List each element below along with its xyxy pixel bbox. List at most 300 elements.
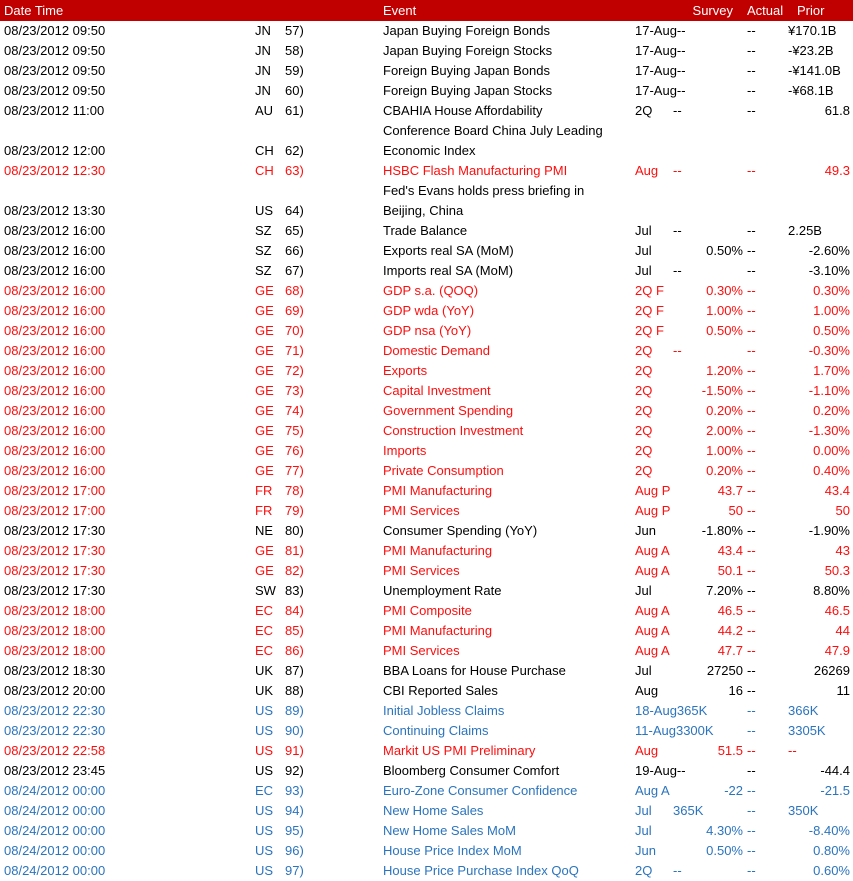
cell-period: 2Q xyxy=(635,363,653,378)
cell-actual: -- xyxy=(747,683,756,698)
cell-event-name: Conference Board China July Leading xyxy=(383,123,603,138)
cell-period-survey-group xyxy=(635,161,743,181)
cell-event-number[interactable]: 85) xyxy=(285,623,304,638)
cell-event-number[interactable]: 69) xyxy=(285,303,304,318)
cell-actual: -- xyxy=(747,103,756,118)
cell-event-name: Fed's Evans holds press briefing in xyxy=(383,183,585,198)
cell-event-name: PMI Composite xyxy=(383,603,472,618)
cell-event-name: GDP nsa (YoY) xyxy=(383,323,472,338)
table-row xyxy=(0,781,853,801)
cell-event-name: House Price Purchase Index QoQ xyxy=(383,863,579,878)
cell-date-time: 08/23/2012 16:00 xyxy=(4,383,106,398)
cell-country-code: US xyxy=(255,863,274,878)
cell-country-code: US xyxy=(255,723,274,738)
cell-period: 2Q xyxy=(635,103,653,118)
cell-event-number[interactable]: 74) xyxy=(285,403,304,418)
cell-actual xyxy=(747,121,788,141)
cell-event-name: Japan Buying Foreign Bonds xyxy=(383,23,550,38)
cell-survey: 51.5 xyxy=(717,743,743,758)
cell-event-name: Government Spending xyxy=(383,403,514,418)
cell-country-code: GE xyxy=(255,343,274,358)
cell-event-name: Consumer Spending (YoY) xyxy=(383,523,538,538)
cell-country-code: FR xyxy=(255,503,273,518)
cell-survey: 0.50% xyxy=(706,843,743,858)
table-row xyxy=(0,401,853,421)
cell-prior: 26269 xyxy=(813,663,850,678)
cell-date-time xyxy=(4,181,255,201)
cell-prior xyxy=(788,201,850,221)
cell-prior: 46.5 xyxy=(824,603,850,618)
cell-event-name: PMI Manufacturing xyxy=(383,623,493,638)
cell-event-number[interactable]: 76) xyxy=(285,443,304,458)
cell-survey: -1.80% xyxy=(701,523,743,538)
table-row xyxy=(0,61,853,81)
cell-event-number[interactable]: 88) xyxy=(285,683,304,698)
cell-period: Aug P xyxy=(635,483,671,498)
cell-period-survey-group xyxy=(635,221,743,241)
table-row xyxy=(0,481,853,501)
cell-prior: 61.8 xyxy=(824,103,850,118)
cell-period: Aug xyxy=(635,743,659,758)
cell-period xyxy=(635,181,673,201)
cell-event-name: Foreign Buying Japan Bonds xyxy=(383,63,550,78)
cell-period-survey-group xyxy=(635,21,743,41)
cell-actual: -- xyxy=(747,743,756,758)
cell-period xyxy=(635,141,673,161)
cell-event-name: HSBC Flash Manufacturing PMI xyxy=(383,163,568,178)
cell-prior xyxy=(788,121,850,141)
cell-survey: -- xyxy=(673,163,682,178)
cell-event-number[interactable]: 67) xyxy=(285,263,304,278)
cell-period: 2Q xyxy=(635,383,653,398)
header-spacer xyxy=(255,0,383,21)
cell-actual xyxy=(747,141,788,161)
cell-survey xyxy=(673,121,743,141)
cell-country-code: GE xyxy=(255,423,274,438)
cell-prior: 366K xyxy=(788,703,819,718)
cell-actual: -- xyxy=(747,503,756,518)
cell-country-code: US xyxy=(255,203,274,218)
cell-event-number[interactable]: 65) xyxy=(285,223,304,238)
cell-actual: -- xyxy=(747,363,756,378)
cell-prior: ¥170.1B xyxy=(788,23,837,38)
cell-event-number[interactable] xyxy=(285,181,383,201)
cell-period-survey-group xyxy=(635,781,743,801)
cell-period-survey-group xyxy=(635,381,743,401)
cell-event-number[interactable]: 90) xyxy=(285,723,304,738)
cell-country-code: EC xyxy=(255,783,274,798)
cell-period: Jul xyxy=(635,243,652,258)
cell-event-number[interactable]: 87) xyxy=(285,663,304,678)
cell-event-number[interactable]: 93) xyxy=(285,783,304,798)
cell-period-survey-group xyxy=(635,801,743,821)
cell-period: 17-Aug xyxy=(635,43,677,58)
header-prior: Prior xyxy=(797,3,825,18)
cell-country-code: FR xyxy=(255,483,273,498)
cell-event-number[interactable]: 79) xyxy=(285,503,304,518)
cell-event-number[interactable]: 82) xyxy=(285,563,304,578)
cell-survey: -- xyxy=(673,263,682,278)
cell-country-code: US xyxy=(255,743,274,758)
cell-actual: -- xyxy=(747,703,756,718)
cell-country-code xyxy=(255,121,285,141)
cell-date-time: 08/23/2012 09:50 xyxy=(4,23,106,38)
cell-actual: -- xyxy=(747,323,756,338)
cell-event-number[interactable]: 61) xyxy=(285,103,304,118)
cell-survey: 0.20% xyxy=(706,463,743,478)
table-row xyxy=(0,521,853,541)
cell-period: Aug A xyxy=(635,563,670,578)
table-row xyxy=(0,321,853,341)
cell-prior: -1.30% xyxy=(808,423,850,438)
table-row xyxy=(0,821,853,841)
cell-event-number[interactable]: 75) xyxy=(285,423,304,438)
table-row xyxy=(0,141,853,161)
cell-prior: -¥141.0B xyxy=(788,63,841,78)
cell-event-number[interactable]: 77) xyxy=(285,463,304,478)
cell-prior: -1.90% xyxy=(808,523,850,538)
cell-date-time: 08/23/2012 17:30 xyxy=(4,543,106,558)
cell-survey: 16 xyxy=(728,683,743,698)
cell-actual: -- xyxy=(747,843,756,858)
table-row xyxy=(0,861,853,881)
cell-country-code: SZ xyxy=(255,263,272,278)
cell-survey: 365K xyxy=(676,703,708,718)
cell-event-name: Domestic Demand xyxy=(383,343,490,358)
cell-actual: -- xyxy=(747,383,756,398)
cell-date-time: 08/23/2012 17:30 xyxy=(4,563,106,578)
cell-country-code: GE xyxy=(255,403,274,418)
cell-event-number[interactable]: 78) xyxy=(285,483,304,498)
cell-event-number[interactable]: 89) xyxy=(285,703,304,718)
cell-event-number[interactable]: 73) xyxy=(285,383,304,398)
cell-event-number[interactable]: 92) xyxy=(285,763,304,778)
cell-period: Aug xyxy=(635,683,659,698)
cell-survey: 0.50% xyxy=(706,243,743,258)
cell-survey: 1.20% xyxy=(706,363,743,378)
cell-period-survey-group xyxy=(635,181,743,201)
cell-event-number[interactable]: 95) xyxy=(285,823,304,838)
cell-survey: -- xyxy=(676,23,686,38)
cell-date-time: 08/23/2012 09:50 xyxy=(4,63,106,78)
cell-survey: -1.50% xyxy=(701,383,743,398)
cell-event-name: PMI Services xyxy=(383,643,460,658)
cell-event-number[interactable]: 57) xyxy=(285,23,304,38)
cell-period-survey-group xyxy=(635,661,743,681)
cell-actual: -- xyxy=(747,463,756,478)
cell-prior: -0.30% xyxy=(808,343,850,358)
cell-actual: -- xyxy=(747,343,756,358)
cell-prior: -- xyxy=(788,743,797,758)
cell-country-code: EC xyxy=(255,643,274,658)
table-row xyxy=(0,381,853,401)
table-row xyxy=(0,741,853,761)
cell-period-survey-group xyxy=(635,421,743,441)
cell-event-name: GDP s.a. (QOQ) xyxy=(383,283,479,298)
cell-event-name: Beijing, China xyxy=(383,203,464,218)
cell-survey: 0.20% xyxy=(706,403,743,418)
cell-prior: 0.80% xyxy=(813,843,850,858)
cell-period-survey-group xyxy=(635,361,743,381)
cell-period-survey-group xyxy=(635,41,743,61)
cell-date-time: 08/23/2012 18:00 xyxy=(4,623,106,638)
table-row xyxy=(0,501,853,521)
cell-actual: -- xyxy=(747,863,756,878)
cell-period-survey-group xyxy=(635,581,743,601)
cell-country-code: GE xyxy=(255,443,274,458)
table-row xyxy=(0,101,853,121)
cell-period: 2Q xyxy=(635,423,653,438)
cell-event-name: Bloomberg Consumer Comfort xyxy=(383,763,560,778)
cell-country-code: CH xyxy=(255,143,274,158)
cell-survey: 1.00% xyxy=(706,443,743,458)
cell-date-time: 08/23/2012 12:30 xyxy=(4,163,106,178)
cell-event-number[interactable] xyxy=(285,121,383,141)
cell-actual xyxy=(747,181,788,201)
cell-event-number[interactable]: 97) xyxy=(285,863,304,878)
cell-event-number[interactable]: 68) xyxy=(285,283,304,298)
cell-survey: 50 xyxy=(728,503,743,518)
cell-survey: -- xyxy=(676,43,686,58)
cell-country-code: SZ xyxy=(255,243,272,258)
cell-event-name: GDP wda (YoY) xyxy=(383,303,475,318)
cell-date-time: 08/23/2012 16:00 xyxy=(4,423,106,438)
cell-period xyxy=(635,121,673,141)
cell-date-time: 08/23/2012 22:30 xyxy=(4,703,106,718)
cell-actual: -- xyxy=(747,243,756,258)
cell-country-code: AU xyxy=(255,103,274,118)
cell-survey: -- xyxy=(673,103,682,118)
cell-country-code: EC xyxy=(255,603,274,618)
cell-period: 2Q xyxy=(635,343,653,358)
cell-actual: -- xyxy=(747,783,756,798)
cell-period: Jun xyxy=(635,523,656,538)
cell-date-time: 08/24/2012 00:00 xyxy=(4,863,106,878)
cell-prior: 0.40% xyxy=(813,463,850,478)
cell-period: 18-Aug xyxy=(635,703,677,718)
cell-actual: -- xyxy=(747,643,756,658)
cell-period-survey-group xyxy=(635,461,743,481)
table-row xyxy=(0,641,853,661)
cell-actual: -- xyxy=(747,663,756,678)
cell-survey: 43.4 xyxy=(717,543,743,558)
cell-actual: -- xyxy=(747,423,756,438)
cell-date-time: 08/23/2012 16:00 xyxy=(4,403,106,418)
cell-actual: -- xyxy=(747,763,756,778)
cell-prior: 0.50% xyxy=(813,323,850,338)
cell-survey: 4.30% xyxy=(706,823,743,838)
cell-event-name: Imports xyxy=(383,443,427,458)
cell-country-code: GE xyxy=(255,563,274,578)
cell-actual: -- xyxy=(747,163,756,178)
cell-date-time: 08/23/2012 11:00 xyxy=(4,103,105,118)
cell-actual: -- xyxy=(747,43,756,58)
cell-period: 2Q xyxy=(635,403,653,418)
table-row xyxy=(0,41,853,61)
cell-country-code: SZ xyxy=(255,223,272,238)
table-row xyxy=(0,761,853,781)
cell-country-code: US xyxy=(255,703,274,718)
cell-prior: 8.80% xyxy=(813,583,850,598)
cell-event-number[interactable]: 70) xyxy=(285,323,304,338)
table-row xyxy=(0,341,853,361)
cell-event-name: BBA Loans for House Purchase xyxy=(383,663,566,678)
cell-period: 17-Aug xyxy=(635,63,677,78)
cell-country-code: NE xyxy=(255,523,274,538)
cell-survey: 2.00% xyxy=(706,423,743,438)
cell-period: 2Q F xyxy=(635,303,664,318)
table-row xyxy=(0,181,853,201)
cell-survey: 0.30% xyxy=(706,283,743,298)
header-date-time: Date Time xyxy=(4,3,64,18)
cell-event-number[interactable]: 96) xyxy=(285,843,304,858)
cell-prior: -2.60% xyxy=(808,243,850,258)
cell-prior xyxy=(788,141,850,161)
cell-date-time: 08/24/2012 00:00 xyxy=(4,803,106,818)
cell-survey: 27250 xyxy=(706,663,743,678)
cell-actual: -- xyxy=(747,803,756,818)
cell-country-code: US xyxy=(255,803,274,818)
cell-event-name: PMI Services xyxy=(383,503,460,518)
cell-survey xyxy=(673,201,743,221)
cell-event-name: Imports real SA (MoM) xyxy=(383,263,514,278)
cell-prior: 50 xyxy=(835,503,850,518)
cell-event-number[interactable]: 86) xyxy=(285,643,304,658)
cell-date-time: 08/23/2012 12:00 xyxy=(4,143,106,158)
cell-survey: -- xyxy=(673,223,682,238)
table-row xyxy=(0,601,853,621)
cell-date-time: 08/23/2012 18:30 xyxy=(4,663,106,678)
cell-prior: 49.3 xyxy=(824,163,850,178)
cell-country-code: GE xyxy=(255,363,274,378)
cell-country-code: SW xyxy=(255,583,276,598)
cell-period: 2Q F xyxy=(635,283,664,298)
cell-prior: -21.5 xyxy=(820,783,850,798)
cell-prior: 1.70% xyxy=(813,363,850,378)
cell-prior: 0.30% xyxy=(813,283,850,298)
table-row xyxy=(0,121,853,141)
table-row xyxy=(0,301,853,321)
cell-period-survey-group xyxy=(635,561,743,581)
cell-event-name: Markit US PMI Preliminary xyxy=(383,743,536,758)
table-row xyxy=(0,721,853,741)
cell-event-number[interactable]: 91) xyxy=(285,743,304,758)
cell-prior: -44.4 xyxy=(820,763,850,778)
cell-prior: 1.00% xyxy=(813,303,850,318)
table-row xyxy=(0,201,853,221)
cell-event-number[interactable]: 83) xyxy=(285,583,304,598)
cell-country-code: US xyxy=(255,843,274,858)
cell-event-name: Initial Jobless Claims xyxy=(383,703,505,718)
cell-date-time: 08/23/2012 16:00 xyxy=(4,363,106,378)
cell-period: Jul xyxy=(635,223,652,238)
cell-prior: 0.60% xyxy=(813,863,850,878)
cell-date-time xyxy=(4,121,255,141)
cell-event-number[interactable]: 71) xyxy=(285,343,304,358)
table-row xyxy=(0,221,853,241)
cell-event-number[interactable]: 94) xyxy=(285,803,304,818)
cell-event-number[interactable]: 62) xyxy=(285,143,304,158)
cell-event-number[interactable]: 63) xyxy=(285,163,304,178)
cell-period: Aug A xyxy=(635,783,670,798)
table-row xyxy=(0,701,853,721)
cell-prior: 11 xyxy=(836,683,850,698)
cell-survey: 0.50% xyxy=(706,323,743,338)
cell-period: Jul xyxy=(635,803,652,818)
table-row xyxy=(0,841,853,861)
cell-event-name: Capital Investment xyxy=(383,383,491,398)
cell-survey: -- xyxy=(676,763,686,778)
cell-event-number[interactable]: 60) xyxy=(285,83,304,98)
cell-period-survey-group xyxy=(635,501,743,521)
cell-prior: 350K xyxy=(788,803,819,818)
cell-prior: -8.40% xyxy=(808,823,850,838)
cell-event-number[interactable]: 59) xyxy=(285,63,304,78)
cell-date-time: 08/24/2012 00:00 xyxy=(4,783,106,798)
cell-date-time: 08/23/2012 22:58 xyxy=(4,743,106,758)
cell-country-code: UK xyxy=(255,663,274,678)
cell-date-time: 08/23/2012 09:50 xyxy=(4,83,106,98)
cell-event-number[interactable]: 66) xyxy=(285,243,304,258)
cell-period: Aug xyxy=(635,163,659,178)
cell-event-name: Economic Index xyxy=(383,143,476,158)
cell-period-survey-group xyxy=(635,401,743,421)
table-row xyxy=(0,661,853,681)
cell-event-name: Trade Balance xyxy=(383,223,468,238)
cell-period: 19-Aug xyxy=(635,763,677,778)
cell-period: Jul xyxy=(635,583,652,598)
cell-survey: 47.7 xyxy=(717,643,743,658)
cell-country-code: GE xyxy=(255,463,274,478)
cell-actual: -- xyxy=(747,823,756,838)
cell-country-code: UK xyxy=(255,683,274,698)
table-body xyxy=(0,21,853,881)
cell-period: 17-Aug xyxy=(635,23,677,38)
cell-event-name: Continuing Claims xyxy=(383,723,489,738)
cell-actual: -- xyxy=(747,283,756,298)
cell-event-number[interactable]: 81) xyxy=(285,543,304,558)
cell-survey: 46.5 xyxy=(717,603,743,618)
cell-event-name: Japan Buying Foreign Stocks xyxy=(383,43,553,58)
cell-date-time: 08/23/2012 09:50 xyxy=(4,43,106,58)
cell-country-code xyxy=(255,181,285,201)
cell-period-survey-group xyxy=(635,81,743,101)
cell-actual: -- xyxy=(747,303,756,318)
cell-period-survey-group xyxy=(635,301,743,321)
cell-event-name: Exports xyxy=(383,363,428,378)
cell-period-survey-group xyxy=(635,141,743,161)
cell-actual: -- xyxy=(747,583,756,598)
cell-actual: -- xyxy=(747,483,756,498)
cell-event-number[interactable]: 80) xyxy=(285,523,304,538)
cell-event-number[interactable]: 58) xyxy=(285,43,304,58)
cell-actual: -- xyxy=(747,83,756,98)
cell-survey: -- xyxy=(676,63,686,78)
cell-actual: -- xyxy=(747,523,756,538)
cell-actual: -- xyxy=(747,443,756,458)
cell-date-time: 08/23/2012 16:00 xyxy=(4,443,106,458)
cell-event-number[interactable]: 72) xyxy=(285,363,304,378)
cell-event-name: Private Consumption xyxy=(383,463,504,478)
cell-period-survey-group xyxy=(635,541,743,561)
cell-prior xyxy=(788,181,850,201)
cell-actual: -- xyxy=(747,543,756,558)
cell-event-number[interactable]: 64) xyxy=(285,203,304,218)
cell-period-survey-group xyxy=(635,321,743,341)
table-row xyxy=(0,361,853,381)
cell-event-number[interactable]: 84) xyxy=(285,603,304,618)
cell-period: Aug A xyxy=(635,623,670,638)
